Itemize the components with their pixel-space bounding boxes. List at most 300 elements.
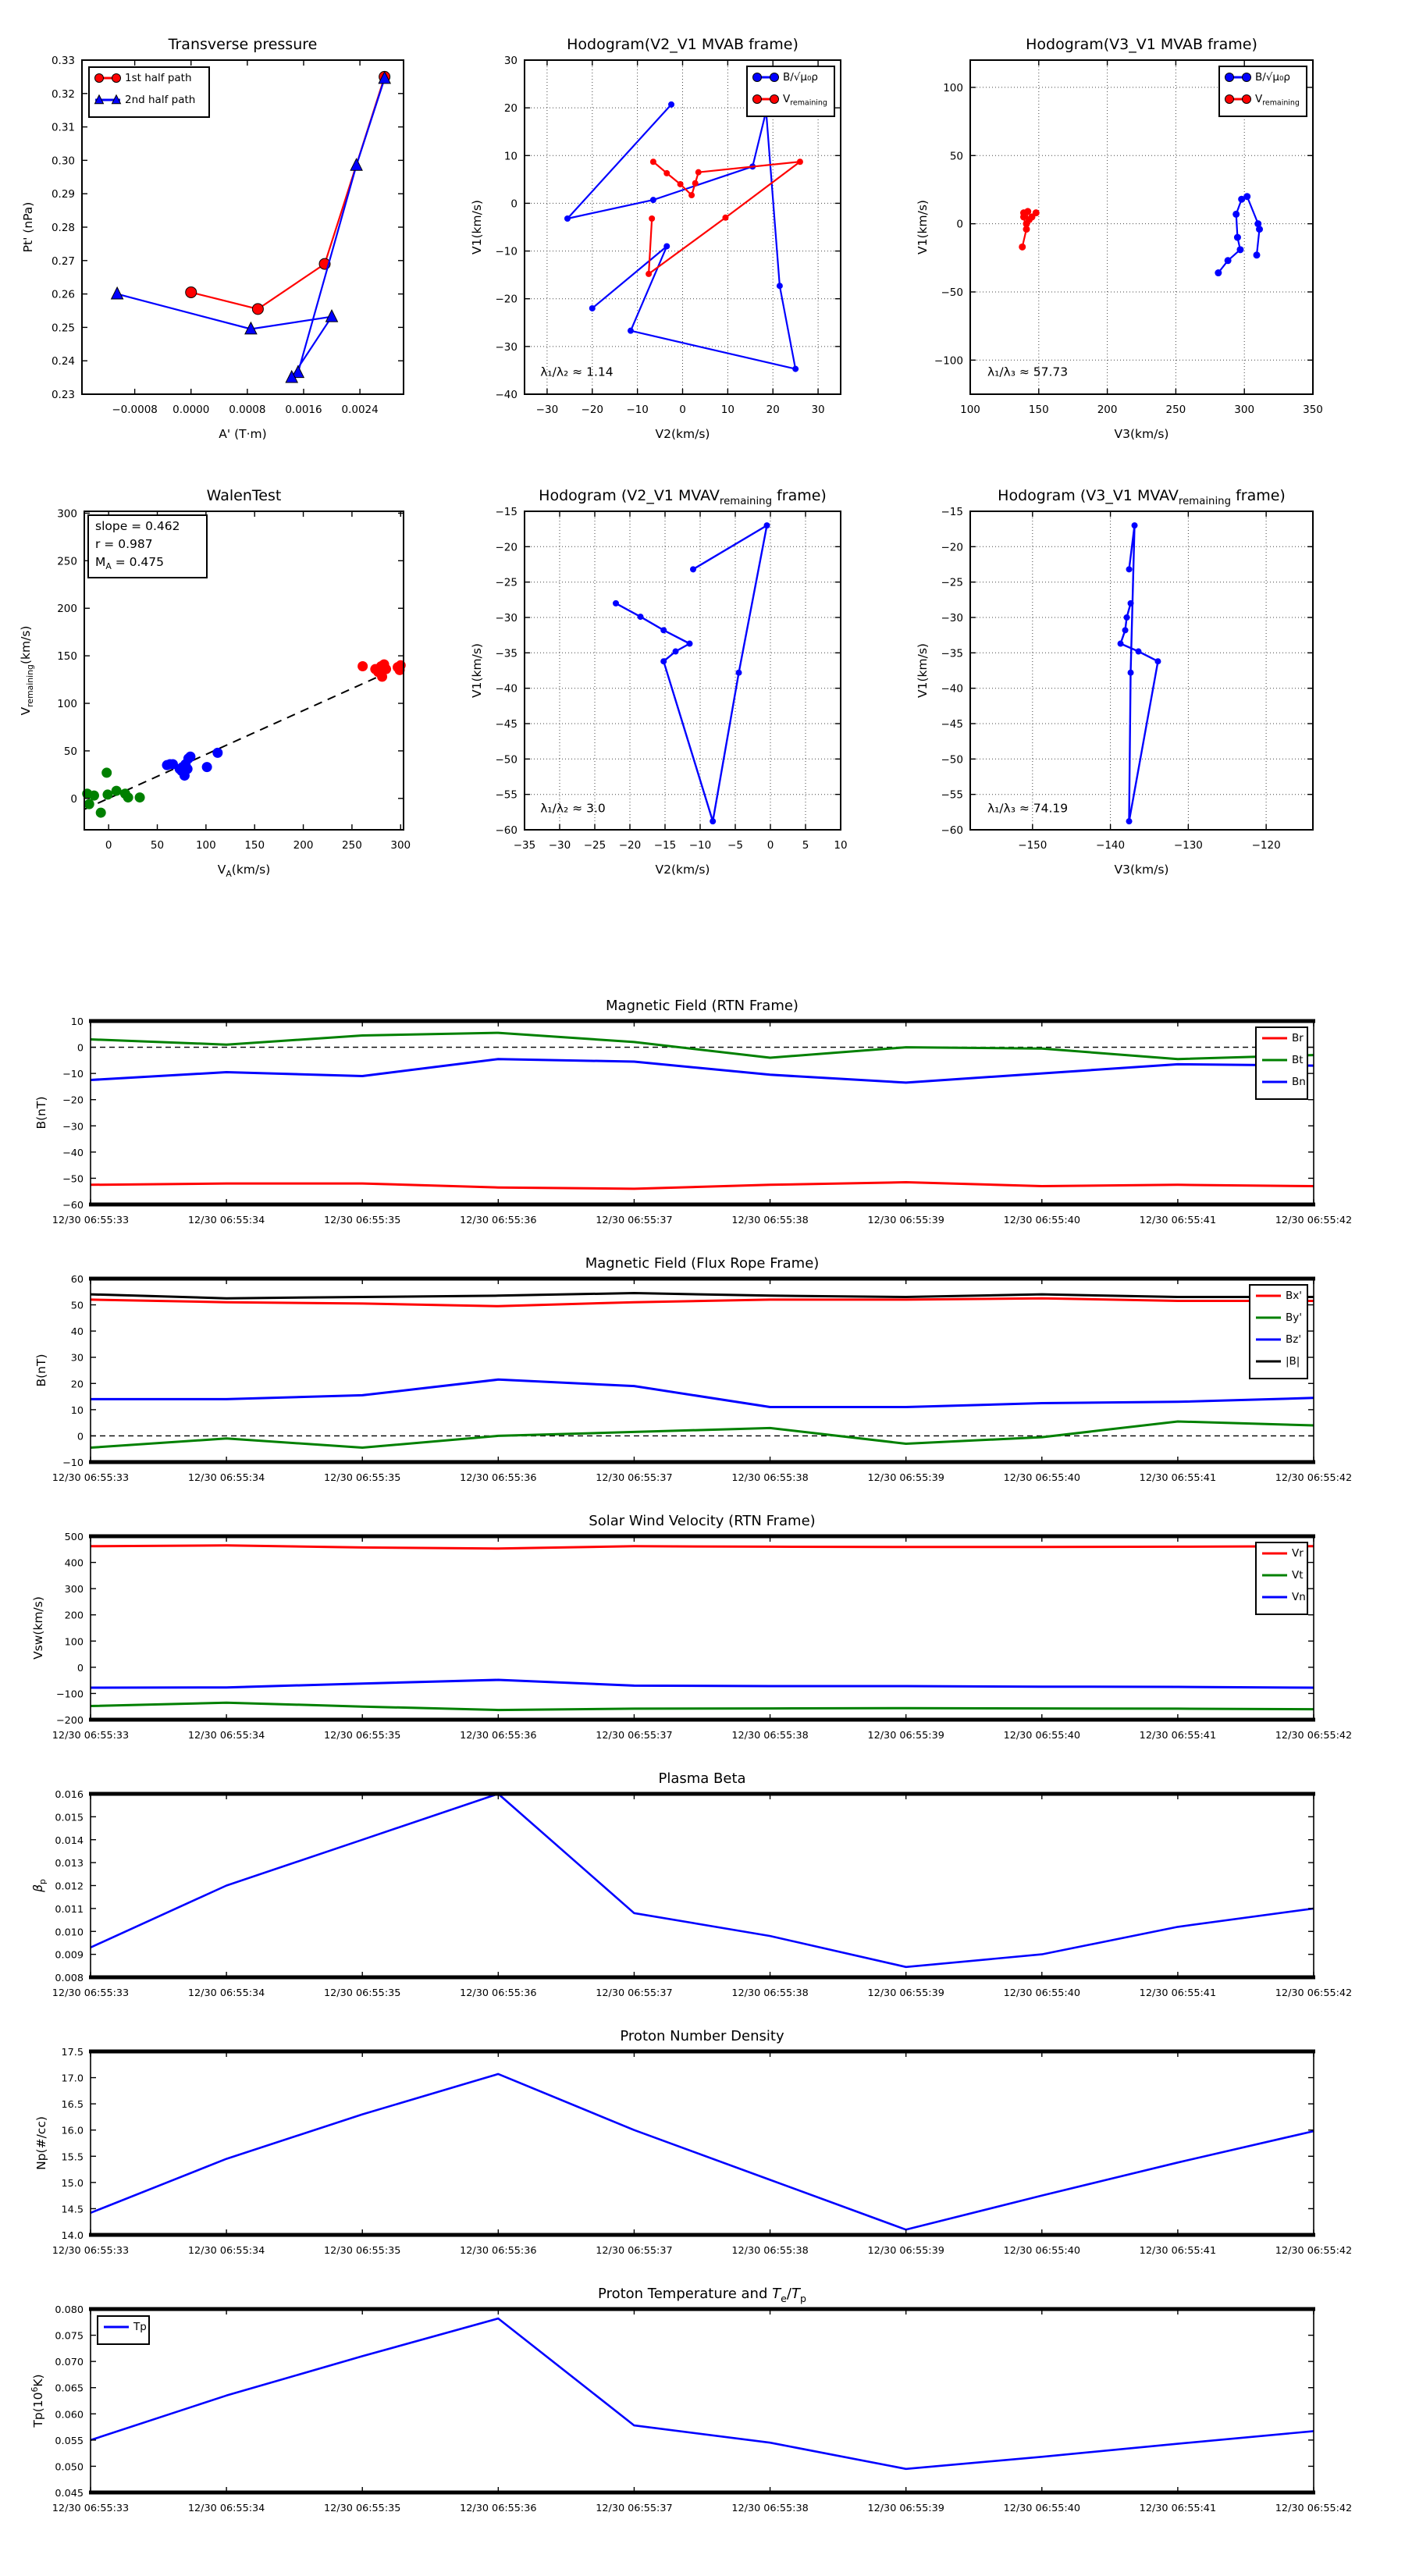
lambda-ratio-annotation: λ₁/λ₃ ≈ 57.73 [987,365,1069,379]
x-tick-label: 12/30 06:55:40 [1003,2245,1080,2257]
data-point-marker [183,764,193,774]
y-tick-label: 0.33 [51,55,75,67]
data-point-marker [1232,211,1240,218]
series-vr-line [91,1546,1314,1549]
data-point-marker [1033,209,1040,216]
y-axis-label: V1(km/s) [916,200,930,254]
y-tick-label: −50 [495,753,518,767]
data-point-marker [1225,73,1234,82]
x-tick-label: 12/30 06:55:38 [731,1215,809,1226]
y-tick-label: −60 [62,1200,84,1212]
data-point-marker [95,74,104,83]
y-tick-label: 500 [64,1532,84,1543]
y-tick-label: −100 [934,354,963,368]
hodogram-v2v1-mvav-plot [470,487,848,877]
data-point-marker [770,73,779,82]
x-tick-label: 12/30 06:55:40 [1003,1472,1080,1484]
y-tick-label: 0.30 [51,155,75,168]
y-tick-label: 0.011 [55,1903,84,1916]
y-axis-label: V1(km/s) [470,200,484,254]
chart-title: Magnetic Field (RTN Frame) [606,998,799,1014]
y-tick-label: 200 [64,1610,84,1622]
series-b [564,101,799,372]
x-tick-label: −25 [583,839,606,852]
x-tick-label: 12/30 06:55:39 [867,2503,944,2514]
y-tick-label: 0.26 [51,288,75,301]
data-point-marker [202,762,212,772]
y-tick-label: −40 [495,682,518,696]
x-tick-label: 12/30 06:55:42 [1275,2503,1353,2514]
x-tick-label: 12/30 06:55:38 [731,1472,809,1484]
x-tick-label: 12/30 06:55:35 [324,1215,401,1226]
x-tick-label: 50 [150,839,165,852]
series-vt [91,1703,1314,1710]
series-1st-half-path [186,71,390,314]
data-point-marker [84,799,94,809]
x-tick-label: 12/30 06:55:34 [187,2245,265,2257]
data-point-marker [212,748,222,758]
y-tick-label: 400 [64,1557,84,1570]
y-tick-label: 10 [70,1016,84,1028]
y-tick-label: 0.012 [55,1880,84,1893]
series-np-line [91,2074,1314,2229]
y-tick-label: 100 [64,1636,84,1649]
y-tick-label: −35 [941,647,963,660]
x-tick-label: −30 [548,839,571,852]
series-tp [91,2318,1314,2469]
y-tick-label: −30 [941,612,963,624]
x-tick-label: 12/30 06:55:35 [324,1472,401,1484]
data-point-marker [770,95,779,104]
series-np [91,2074,1314,2229]
x-tick-label: 0.0008 [229,404,266,416]
y-tick-label: −40 [62,1147,84,1159]
data-point-marker [638,614,644,620]
y-tick-label: −55 [941,788,963,802]
data-point-marker [1118,641,1124,647]
data-point-marker [123,792,133,802]
x-tick-label: 12/30 06:55:36 [460,1987,537,1999]
y-tick-label: 0 [70,792,77,806]
data-point-marker [1136,649,1142,655]
y-tick-label: 17.5 [61,2047,84,2058]
x-tick-label: 150 [1028,404,1049,416]
hodogram-v3v1-mvav-plot [916,487,1313,877]
series-bt-line [91,1033,1314,1059]
series-v [613,522,770,824]
x-tick-label: 12/30 06:55:36 [460,1215,537,1226]
y-tick-label: −30 [62,1121,84,1133]
y-axis-label: B(nT) [34,1354,48,1387]
x-tick-label: 12/30 06:55:35 [324,2503,401,2514]
y-tick-label: 10 [70,1404,84,1417]
x-tick-label: 10 [834,839,848,852]
data-point-marker [753,95,762,104]
series-bz- [91,1379,1314,1407]
data-point-marker [357,661,368,671]
x-tick-label: −15 [653,839,677,852]
data-point-marker [96,808,106,818]
data-point-marker [186,286,197,297]
legend-label: Bn [1292,1076,1306,1088]
x-tick-label: 12/30 06:55:42 [1275,1987,1353,1999]
y-tick-label: −50 [62,1173,84,1186]
ticks [91,1536,1314,1720]
y-tick-label: 0.015 [55,1812,84,1824]
legend-label: 1st half path [125,72,192,84]
y-tick-label: 30 [70,1352,84,1364]
data-point-marker [350,158,362,170]
x-tick-label: −20 [618,839,642,852]
y-tick-label: 0.27 [51,254,75,268]
data-point-marker [1243,73,1251,82]
x-axis-label: $V_A(km/s)$ [217,863,271,880]
x-tick-label: 12/30 06:55:34 [187,2503,265,2514]
y-tick-label: 20 [503,102,518,116]
data-point-marker [1243,193,1250,200]
data-point-marker [792,366,799,372]
chart-title: Transverse pressure [168,36,318,53]
y-tick-label: 0.24 [51,355,75,368]
data-point-marker [692,180,699,187]
series-tp-line [91,2318,1314,2469]
y-tick-label: 0 [76,1431,84,1443]
y-tick-label: −50 [941,286,963,299]
y-tick-label: −50 [941,753,963,767]
data-point-marker [1128,600,1134,607]
y-axis-label: $V_{remaining}(km/s)$ [19,625,36,716]
data-point-marker [650,197,656,203]
series-beta-p [91,1794,1314,1967]
transverse-pressure-plot [21,36,404,441]
x-tick-label: 0 [679,404,686,416]
data-point-marker [646,271,652,277]
data-point-marker [89,791,99,801]
y-tick-label: −40 [495,389,518,401]
x-tick-label: −10 [688,839,712,852]
x-tick-label: 0.0016 [285,404,322,416]
y-tick-label: 20 [70,1379,84,1391]
legend-label: Bt [1292,1054,1304,1066]
series-bx--line [91,1298,1314,1306]
y-tick-label: −45 [941,718,963,731]
data-point-marker [663,170,670,176]
x-tick-label: 12/30 06:55:38 [731,1730,809,1742]
legend [1219,66,1307,116]
data-point-marker [1122,627,1129,633]
data-point-marker [777,283,783,289]
x-tick-label: 12/30 06:55:39 [867,1730,944,1742]
y-tick-label: 17.0 [61,2073,84,2085]
data-point-marker [797,158,803,165]
y-tick-label: −45 [495,718,518,731]
magnetic-field-flux-rope-plot [34,1255,1352,1484]
chart-title: Hodogram (V2_V1 $MVAV_{remaining}$ frame) [539,487,827,508]
data-point-marker [112,786,122,796]
series-fit-line [84,665,404,809]
y-tick-label: 16.5 [61,2099,84,2112]
x-tick-label: 12/30 06:55:38 [731,1987,809,1999]
axes-frame [91,1021,1314,1204]
data-point-marker [1243,95,1251,104]
y-tick-label: 0.013 [55,1858,84,1870]
data-point-marker [1256,226,1263,233]
legend-label: $V_{remaining}$ [783,93,827,108]
x-tick-label: 12/30 06:55:38 [731,2503,809,2514]
series-vn [91,1680,1314,1688]
data-point-marker [101,767,112,777]
y-tick-label: 0.060 [55,2409,84,2421]
x-tick-label: 12/30 06:55:37 [596,1730,673,1742]
x-tick-label: −130 [1173,839,1203,852]
x-tick-label: −150 [1018,839,1048,852]
axes-frame [91,1536,1314,1720]
y-tick-label: 100 [943,81,963,94]
fit-stats-line: r = 0.987 [95,537,153,551]
y-axis-label: B(nT) [34,1096,48,1130]
y-tick-label: −30 [495,340,518,354]
x-tick-label: 0 [767,839,774,852]
y-tick-label: −10 [62,1069,84,1081]
x-tick-label: 12/30 06:55:34 [187,1730,265,1742]
x-tick-label: 250 [1165,404,1186,416]
y-tick-label: 0.065 [55,2382,84,2395]
x-tick-label: 300 [390,839,411,852]
y-tick-label: 0 [76,1662,84,1674]
series-v [1118,522,1161,824]
y-tick-label: 14.5 [61,2204,84,2216]
y-tick-label: −20 [495,541,518,554]
y-tick-label: 15.5 [61,2151,84,2164]
data-point-marker [185,752,195,762]
y-tick-label: 0.075 [55,2330,84,2343]
x-tick-label: 12/30 06:55:42 [1275,2245,1353,2257]
y-axis-label: Vsw(km/s) [31,1596,45,1660]
series-bn [91,1059,1314,1083]
x-tick-label: 12/30 06:55:41 [1139,1472,1217,1484]
series-1st-half-path-line [191,76,385,309]
chart-title: Solar Wind Velocity (RTN Frame) [589,1513,816,1529]
data-point-marker [613,600,619,607]
legend-label: Vt [1292,1569,1304,1582]
data-point-marker [678,181,684,187]
y-tick-label: −15 [941,506,963,518]
data-point-marker [102,789,112,799]
plasma-beta-plot [31,1770,1352,1999]
data-point-marker [252,304,263,315]
x-tick-label: 30 [811,404,825,416]
x-tick-label: 12/30 06:55:37 [596,2245,673,2257]
legend [1256,1542,1307,1614]
y-tick-label: 0.080 [55,2304,84,2316]
data-point-marker [112,287,123,299]
x-tick-label: 200 [1097,404,1118,416]
y-tick-label: 0.28 [51,222,75,234]
data-point-marker [753,73,762,82]
x-tick-label: 12/30 06:55:40 [1003,1987,1080,1999]
legend [747,66,834,116]
axes-frame [91,1794,1314,1977]
y-tick-label: −20 [495,293,518,306]
legend-label: $V_{remaining}$ [1255,93,1300,108]
data-point-marker [649,215,655,222]
x-tick-label: 350 [1303,404,1323,416]
y-tick-label: −60 [941,824,963,837]
data-point-marker [668,101,674,108]
y-tick-label: −200 [55,1715,84,1727]
x-tick-label: 12/30 06:55:33 [52,2503,130,2514]
data-point-marker [326,310,338,322]
x-tick-label: −5 [727,839,743,852]
y-tick-label: 0.016 [55,1789,84,1801]
chart-title: Magnetic Field (Flux Rope Frame) [585,1255,820,1272]
data-point-marker [564,215,571,222]
y-axis-label: $\beta_p$ [31,1879,48,1892]
ticks [91,1794,1314,1977]
y-tick-label: 0.23 [51,389,75,401]
y-tick-label: −40 [941,682,963,696]
y-tick-label: 15.0 [61,2177,84,2190]
x-axis-label: V2(km/s) [655,863,710,877]
legend-label: By' [1286,1311,1302,1324]
series-middle-interval [162,748,222,781]
y-tick-label: 0 [956,218,963,231]
x-tick-label: 12/30 06:55:36 [460,1730,537,1742]
data-point-marker [687,641,693,647]
x-tick-label: 12/30 06:55:41 [1139,2245,1217,2257]
x-tick-label: 12/30 06:55:33 [52,1730,130,1742]
y-tick-label: 300 [57,507,77,521]
proton-number-density-plot [34,2028,1352,2257]
lambda-ratio-annotation: λ₁/λ₂ ≈ 3.0 [540,801,606,816]
x-tick-label: 12/30 06:55:35 [324,1987,401,1999]
x-axis-label: V2(km/s) [655,427,710,441]
y-tick-label: 16.0 [61,2125,84,2137]
y-tick-label: −60 [495,824,518,837]
y-axis-label: Pt' (nPa) [21,201,35,253]
solar-wind-velocity-plot [31,1513,1352,1742]
data-point-marker [695,169,702,176]
chart-title: Plasma Beta [658,1770,746,1787]
x-tick-label: 0.0000 [173,404,210,416]
data-point-marker [1132,522,1138,528]
y-tick-label: −10 [62,1457,84,1469]
data-point-marker [1225,95,1234,104]
y-tick-label: 30 [503,55,518,67]
legend [98,2316,149,2344]
legend-label: 2nd half path [125,94,196,106]
legend-label: Vn [1292,1591,1306,1603]
x-tick-label: 10 [720,404,735,416]
chart-title: Proton Temperature and $T_e/T_p$ [598,2286,806,2304]
series-vt-line [91,1703,1314,1710]
y-tick-label: 150 [57,650,77,664]
x-tick-label: 12/30 06:55:33 [52,2245,130,2257]
series-bx- [91,1298,1314,1306]
x-tick-label: −0.0008 [112,404,158,416]
lambda-ratio-annotation: λ₁/λ₃ ≈ 74.19 [987,801,1069,816]
data-point-marker [1215,269,1222,276]
y-tick-label: 0.32 [51,87,75,101]
ticks [91,2309,1314,2492]
data-point-marker [1234,234,1241,241]
legend [1250,1285,1307,1379]
x-tick-label: 12/30 06:55:40 [1003,1215,1080,1226]
series-vremaining [1019,208,1040,250]
x-tick-label: −30 [535,404,559,416]
legend-label: Tp [133,2321,147,2333]
y-tick-label: 60 [70,1274,84,1286]
data-point-marker [1124,614,1130,621]
fit-stats-line: $M_A = 0.475$ [95,555,165,572]
x-tick-label: 100 [195,839,216,852]
data-point-marker [1128,670,1134,676]
x-tick-label: 12/30 06:55:39 [867,1472,944,1484]
series-|b| [91,1293,1314,1299]
x-tick-label: 12/30 06:55:41 [1139,2503,1217,2514]
y-tick-label: 0.014 [55,1834,84,1847]
data-point-marker [663,243,670,249]
x-tick-label: 12/30 06:55:41 [1139,1215,1217,1226]
y-tick-label: 50 [949,150,963,163]
legend-label: Br [1292,1032,1304,1044]
x-axis-label: V3(km/s) [1114,863,1169,877]
x-axis-label: A' (T·m) [219,427,267,441]
hodogram-v3v1-mvab-plot [916,36,1323,441]
x-tick-label: 12/30 06:55:38 [731,2245,809,2257]
y-tick-label: −20 [941,541,963,554]
x-tick-label: −35 [513,839,536,852]
x-tick-label: 100 [960,404,980,416]
x-tick-label: 12/30 06:55:36 [460,2245,537,2257]
x-tick-label: 12/30 06:55:36 [460,1472,537,1484]
ticks [525,511,841,830]
data-point-marker [1126,566,1133,572]
data-point-marker [1154,658,1161,664]
chart-title: Hodogram (V3_V1 $MVAV_{remaining}$ frame) [998,487,1286,508]
x-tick-label: −20 [581,404,604,416]
x-tick-label: 12/30 06:55:35 [324,2245,401,2257]
data-point-marker [710,818,716,824]
legend-label: B/√μ₀ρ [1255,71,1290,84]
y-tick-label: −25 [941,576,963,589]
y-axis-label: $Tp(10^6K)$ [30,2374,45,2428]
ticks [91,1021,1314,1204]
x-tick-label: −120 [1251,839,1281,852]
series-br [91,1183,1314,1189]
data-point-marker [1236,246,1243,253]
data-point-marker [764,522,770,528]
chart-title: Hodogram(V2_V1 MVAB frame) [567,36,799,53]
series-bn-line [91,1059,1314,1083]
x-tick-label: −140 [1096,839,1126,852]
grid [525,511,841,830]
y-tick-label: 0.045 [55,2488,84,2500]
lambda-ratio-annotation: λ₁/λ₂ ≈ 1.14 [540,365,614,379]
chart-title: Proton Number Density [620,2028,784,2044]
series-b [1215,193,1263,276]
axes-frame [970,511,1313,830]
data-point-marker [673,649,679,655]
fit-stats-line: slope = 0.462 [95,519,180,533]
data-point-marker [135,792,145,802]
y-tick-label: −20 [62,1094,84,1107]
y-tick-label: 0.31 [51,121,75,134]
series-bz--line [91,1379,1314,1407]
x-tick-label: 12/30 06:55:39 [867,2245,944,2257]
y-tick-label: 50 [63,745,77,758]
y-tick-label: 100 [57,698,77,711]
